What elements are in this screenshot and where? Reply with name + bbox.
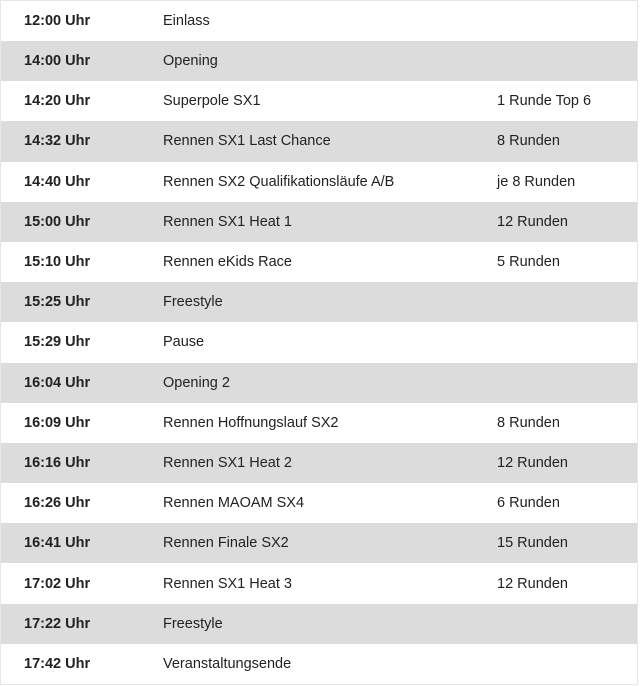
table-row [1, 604, 637, 644]
row-time: 15:10 Uhr [24, 254, 91, 271]
row-event: Rennen Finale SX2 [163, 535, 289, 552]
row-event: Einlass [163, 13, 210, 29]
row-time: 14:20 Uhr [24, 93, 91, 110]
row-event: Freestyle [163, 615, 223, 632]
row-time: 16:04 Uhr [24, 374, 91, 391]
table-row [1, 644, 637, 684]
table-row [1, 363, 637, 403]
table-row [1, 483, 637, 523]
row-event: Opening [163, 53, 218, 70]
table-row [1, 563, 637, 603]
row-event: Rennen SX2 Qualifikationsläufe A/B [163, 173, 395, 190]
row-event: Rennen SX1 Heat 3 [163, 575, 292, 592]
table-row [1, 121, 637, 161]
row-time: 16:26 Uhr [24, 495, 91, 512]
row-time: 16:16 Uhr [24, 454, 91, 471]
table-row [1, 0, 637, 41]
row-note: 6 Runden [497, 495, 560, 512]
row-event: Rennen Hoffnungslauf SX2 [163, 414, 339, 431]
row-note: 1 Runde Top 6 [497, 93, 592, 110]
table-row [1, 162, 637, 202]
table-row [1, 41, 637, 81]
row-time: 14:32 Uhr [24, 133, 91, 150]
row-time: 16:41 Uhr [24, 535, 91, 552]
row-time: 15:25 Uhr [24, 294, 91, 311]
row-time: 14:40 Uhr [24, 173, 91, 190]
row-event: Rennen SX1 Heat 2 [163, 454, 292, 471]
row-event: Superpole SX1 [163, 93, 261, 110]
row-time: 12:00 Uhr [24, 13, 91, 29]
row-time: 17:22 Uhr [24, 615, 91, 632]
row-event: Rennen SX1 Last Chance [163, 133, 331, 150]
row-note: 8 Runden [497, 133, 560, 150]
row-event: Freestyle [163, 294, 223, 311]
row-event: Veranstaltungsende [163, 655, 292, 672]
row-event: Rennen eKids Race [163, 254, 292, 271]
table-row [1, 403, 637, 443]
row-note: je 8 Runden [497, 173, 576, 190]
row-note: 12 Runden [497, 213, 568, 230]
row-note: 12 Runden [497, 575, 568, 592]
row-time: 14:00 Uhr [24, 53, 91, 70]
row-time: 17:42 Uhr [24, 655, 91, 672]
row-time: 16:09 Uhr [24, 414, 91, 431]
row-event: Rennen MAOAM SX4 [163, 495, 305, 512]
row-note: 5 Runden [497, 254, 560, 271]
table-row [1, 81, 637, 121]
row-event: Pause [163, 334, 205, 351]
row-note: 8 Runden [497, 414, 560, 431]
row-event: Rennen SX1 Heat 1 [163, 213, 292, 230]
table-row [1, 242, 637, 282]
row-event: Opening 2 [163, 374, 230, 391]
table-row [1, 443, 637, 483]
table-row [1, 523, 637, 563]
table-row [1, 202, 637, 242]
row-note: 12 Runden [497, 454, 568, 471]
table-row [1, 322, 637, 362]
row-time: 15:29 Uhr [24, 334, 91, 351]
table-row [1, 282, 637, 322]
row-time: 17:02 Uhr [24, 575, 91, 592]
row-note: 15 Runden [497, 535, 568, 552]
row-time: 15:00 Uhr [24, 213, 91, 230]
